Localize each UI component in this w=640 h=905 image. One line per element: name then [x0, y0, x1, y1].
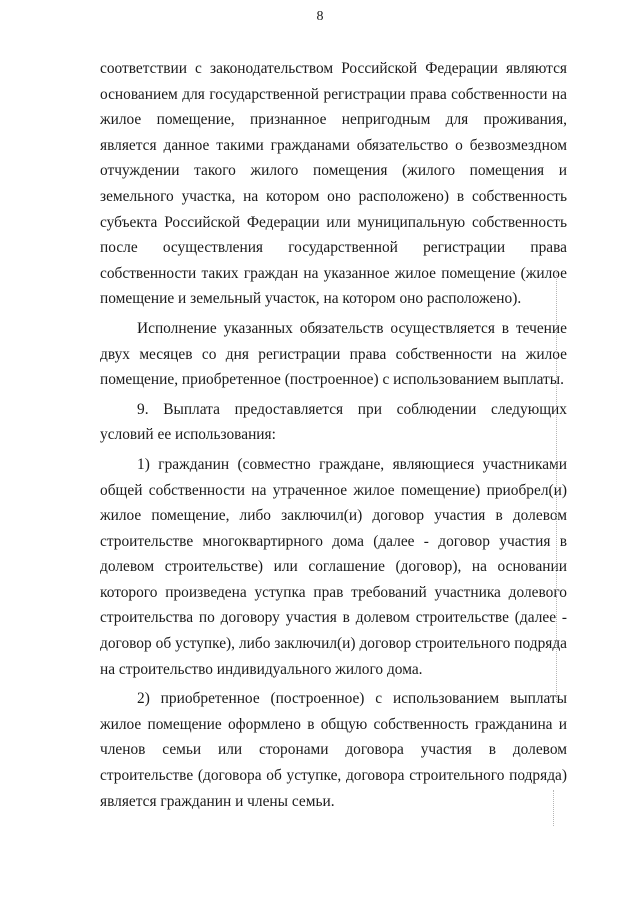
- paragraph-clause-9: 9. Выплата предоставляется при соблюдении следующих условий ее использования:: [100, 400, 567, 444]
- paragraph-continuation: соответствии с законодательством Российской Федерации являются основанием для государственной регистрации права собственности на жилое помещение, признанное непригодным для проживания, является данное такими гражданами обязательство о безвозмездном отчуждении такого жилого помещения (жилого помещения и земельного участка, на котором оно расположено) в собственность субъекта Российской Федерации или муниципальную собственность после осуществления государственной регистрации права собственности таких граждан на указанное жилое помещение (жилое помещение и земельный участок, на котором оно расположено).: [100, 60, 567, 308]
- paragraph-obligations-execution: Исполнение указанных обязательств осуществляется в течение двух месяцев со дня регистрации права собственности на жилое помещение, приобретенное (построенное) с использованием выплаты.: [100, 319, 567, 389]
- paragraph-condition-1: 1) гражданин (совместно граждане, являющиеся участниками общей собственности на утраченное жилое помещение) приобрел(и) жилое помещение, либо заключил(и) договор участия в долевом строительстве многоквартирного дома (далее - договор участия в долевом строительстве) или соглашение (договор), на основании которого произведена уступка прав требований участника долевого строительства по договору участия в долевом строительстве (далее - договор об уступке), либо заключил(и) договор строительного подряда на строительство индивидуального жилого дома.: [100, 455, 567, 678]
- page-number: 8: [316, 9, 324, 24]
- scan-artifact-line: [556, 272, 558, 702]
- body-text: [100, 56, 567, 818]
- scan-artifact-line: [553, 790, 555, 826]
- paragraph-condition-2: 2) приобретенное (построенное) с использованием выплаты жилое помещение оформлено в общую собственность гражданина и членов семьи или сторонами договора участия в долевом строительстве (договора об уступке, договора строительного подряда) является гражданин и члены семьи.: [100, 690, 567, 810]
